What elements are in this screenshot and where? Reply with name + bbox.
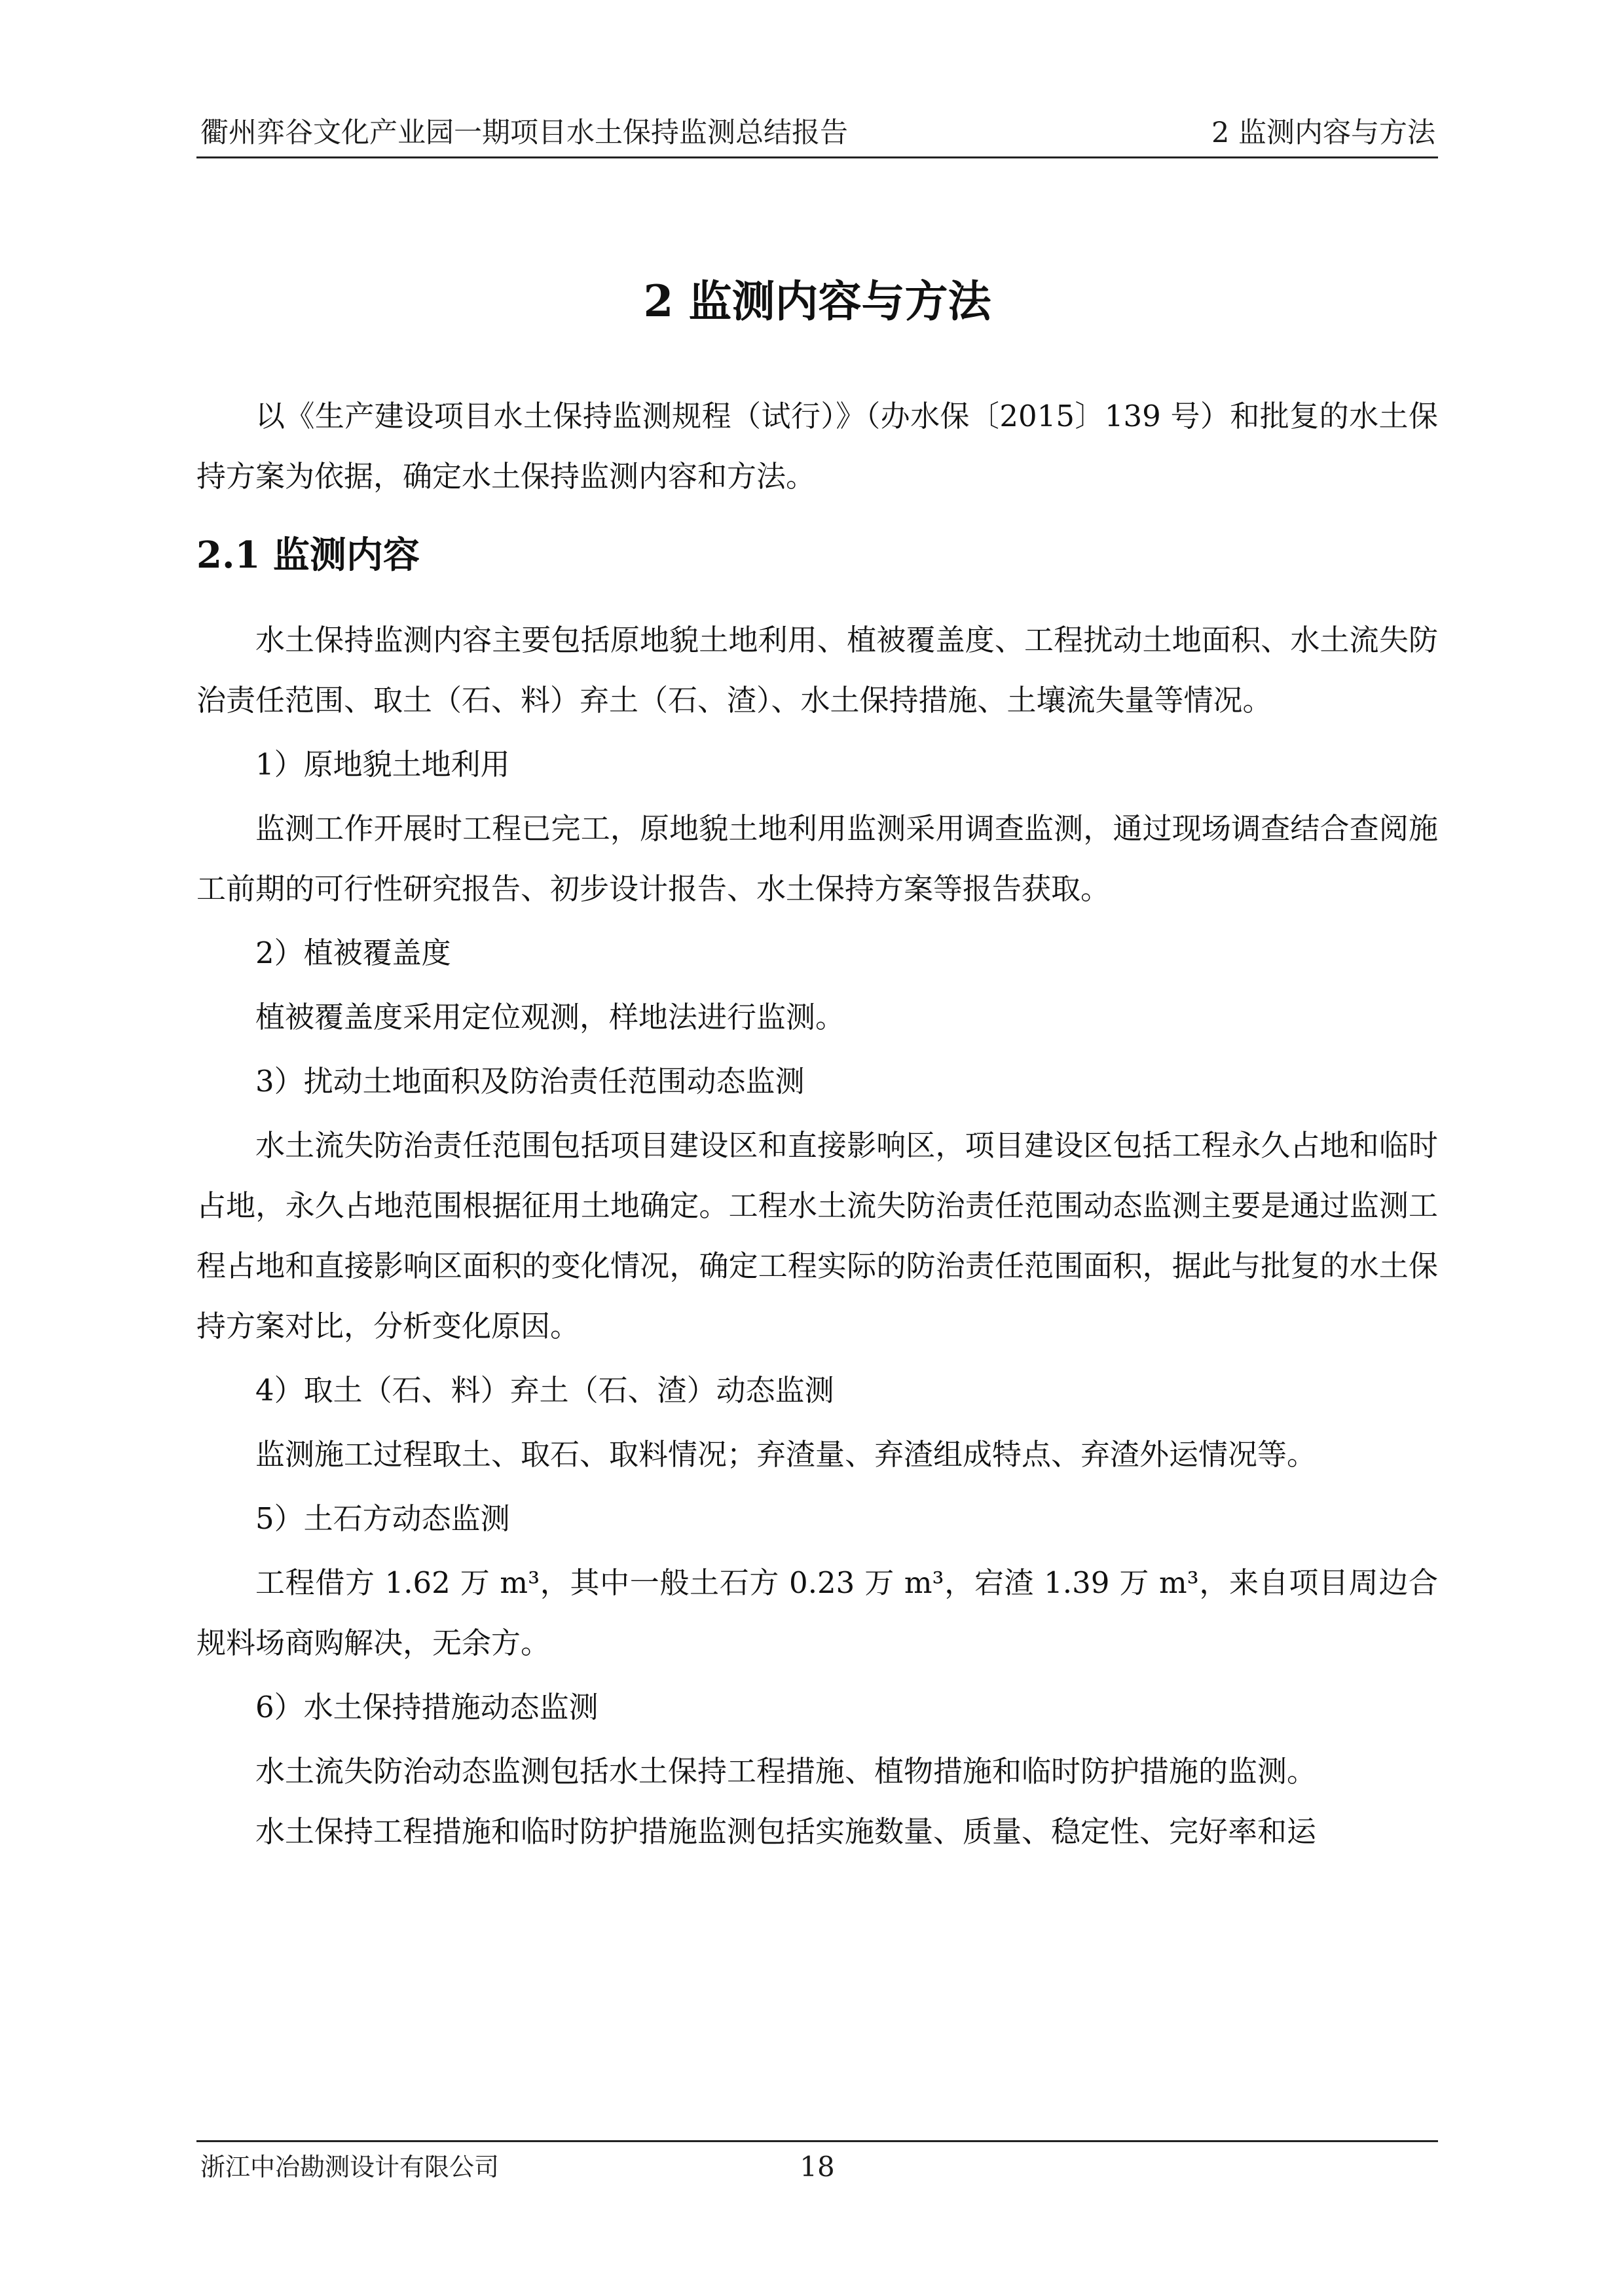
item-heading: 3）扰动土地面积及防治责任范围动态监测 [255,1064,805,1099]
header-rule [196,156,1438,158]
chapter-title: 2 监测内容与方法 [643,276,991,327]
intro-paragraph: 以《生产建设项目水土保持监测规程（试行）》（办水保〔2015〕139 号）和批复的水土保持方案为依据，确定水土保持监测内容和方法。 [196,399,1438,494]
page-number: 18 [800,2151,835,2183]
item-heading: 4）取土（石、料）弃土（石、渣）动态监测 [255,1373,834,1408]
item-paragraph: 工程借方 1.62 万 m³，其中一般土石方 0.23 万 m³，宕渣 1.39 万 m³，来自项目周边合规料场商购解决，无余方。 [196,1565,1438,1660]
item-paragraph: 监测工作开展时工程已完工，原地貌土地利用监测采用调查监测，通过现场调查结合查阅施工前期的可行性研究报告、初步设计报告、水土保持方案等报告获取。 [196,811,1438,906]
item-heading: 2）植被覆盖度 [255,936,451,970]
page-body [196,386,1438,1862]
footer-rule [196,2140,1438,2142]
footer-company: 浙江中冶勘测设计有限公司 [200,2153,500,2181]
page-header [196,110,1438,156]
item-heading: 1）原地貌土地利用 [255,747,510,782]
section-title: 2.1 监测内容 [196,534,420,577]
item-heading: 6）水土保持措施动态监测 [255,1690,599,1724]
item-paragraph: 植被覆盖度采用定位观测，样地法进行监测。 [255,1000,845,1034]
section-intro-paragraph: 水土保持监测内容主要包括原地貌土地利用、植被覆盖度、工程扰动土地面积、水土流失防治责任范围、取土（石、料）弃土（石、渣）、水土保持措施、土壤流失量等情况。 [196,623,1438,718]
page-footer [196,2147,1438,2187]
item-paragraph: 水土流失防治责任范围包括项目建设区和直接影响区，项目建设区包括工程永久占地和临时占地，永久占地范围根据征用土地确定。工程水土流失防治责任范围动态监测主要是通过监测工程占地和直接影响区面积的变化情况，确定工程实际的防治责任范围面积，据此与批复的水土保持方案对比，分析变化原因。 [196,1128,1438,1343]
item-paragraph: 水土流失防治动态监测包括水土保持工程措施、植物措施和临时防护措施的监测。 [255,1754,1317,1789]
item-heading: 5）土石方动态监测 [255,1501,510,1536]
item-paragraph: 监测施工过程取土、取石、取料情况；弃渣量、弃渣组成特点、弃渣外运情况等。 [255,1437,1317,1472]
header-chapter-name: 2 监测内容与方法 [1211,117,1435,149]
header-report-title: 衢州弈谷文化产业园一期项目水土保持监测总结报告 [200,117,848,149]
item-paragraph: 水土保持工程措施和临时防护措施监测包括实施数量、质量、稳定性、完好率和运 [255,1814,1317,1849]
